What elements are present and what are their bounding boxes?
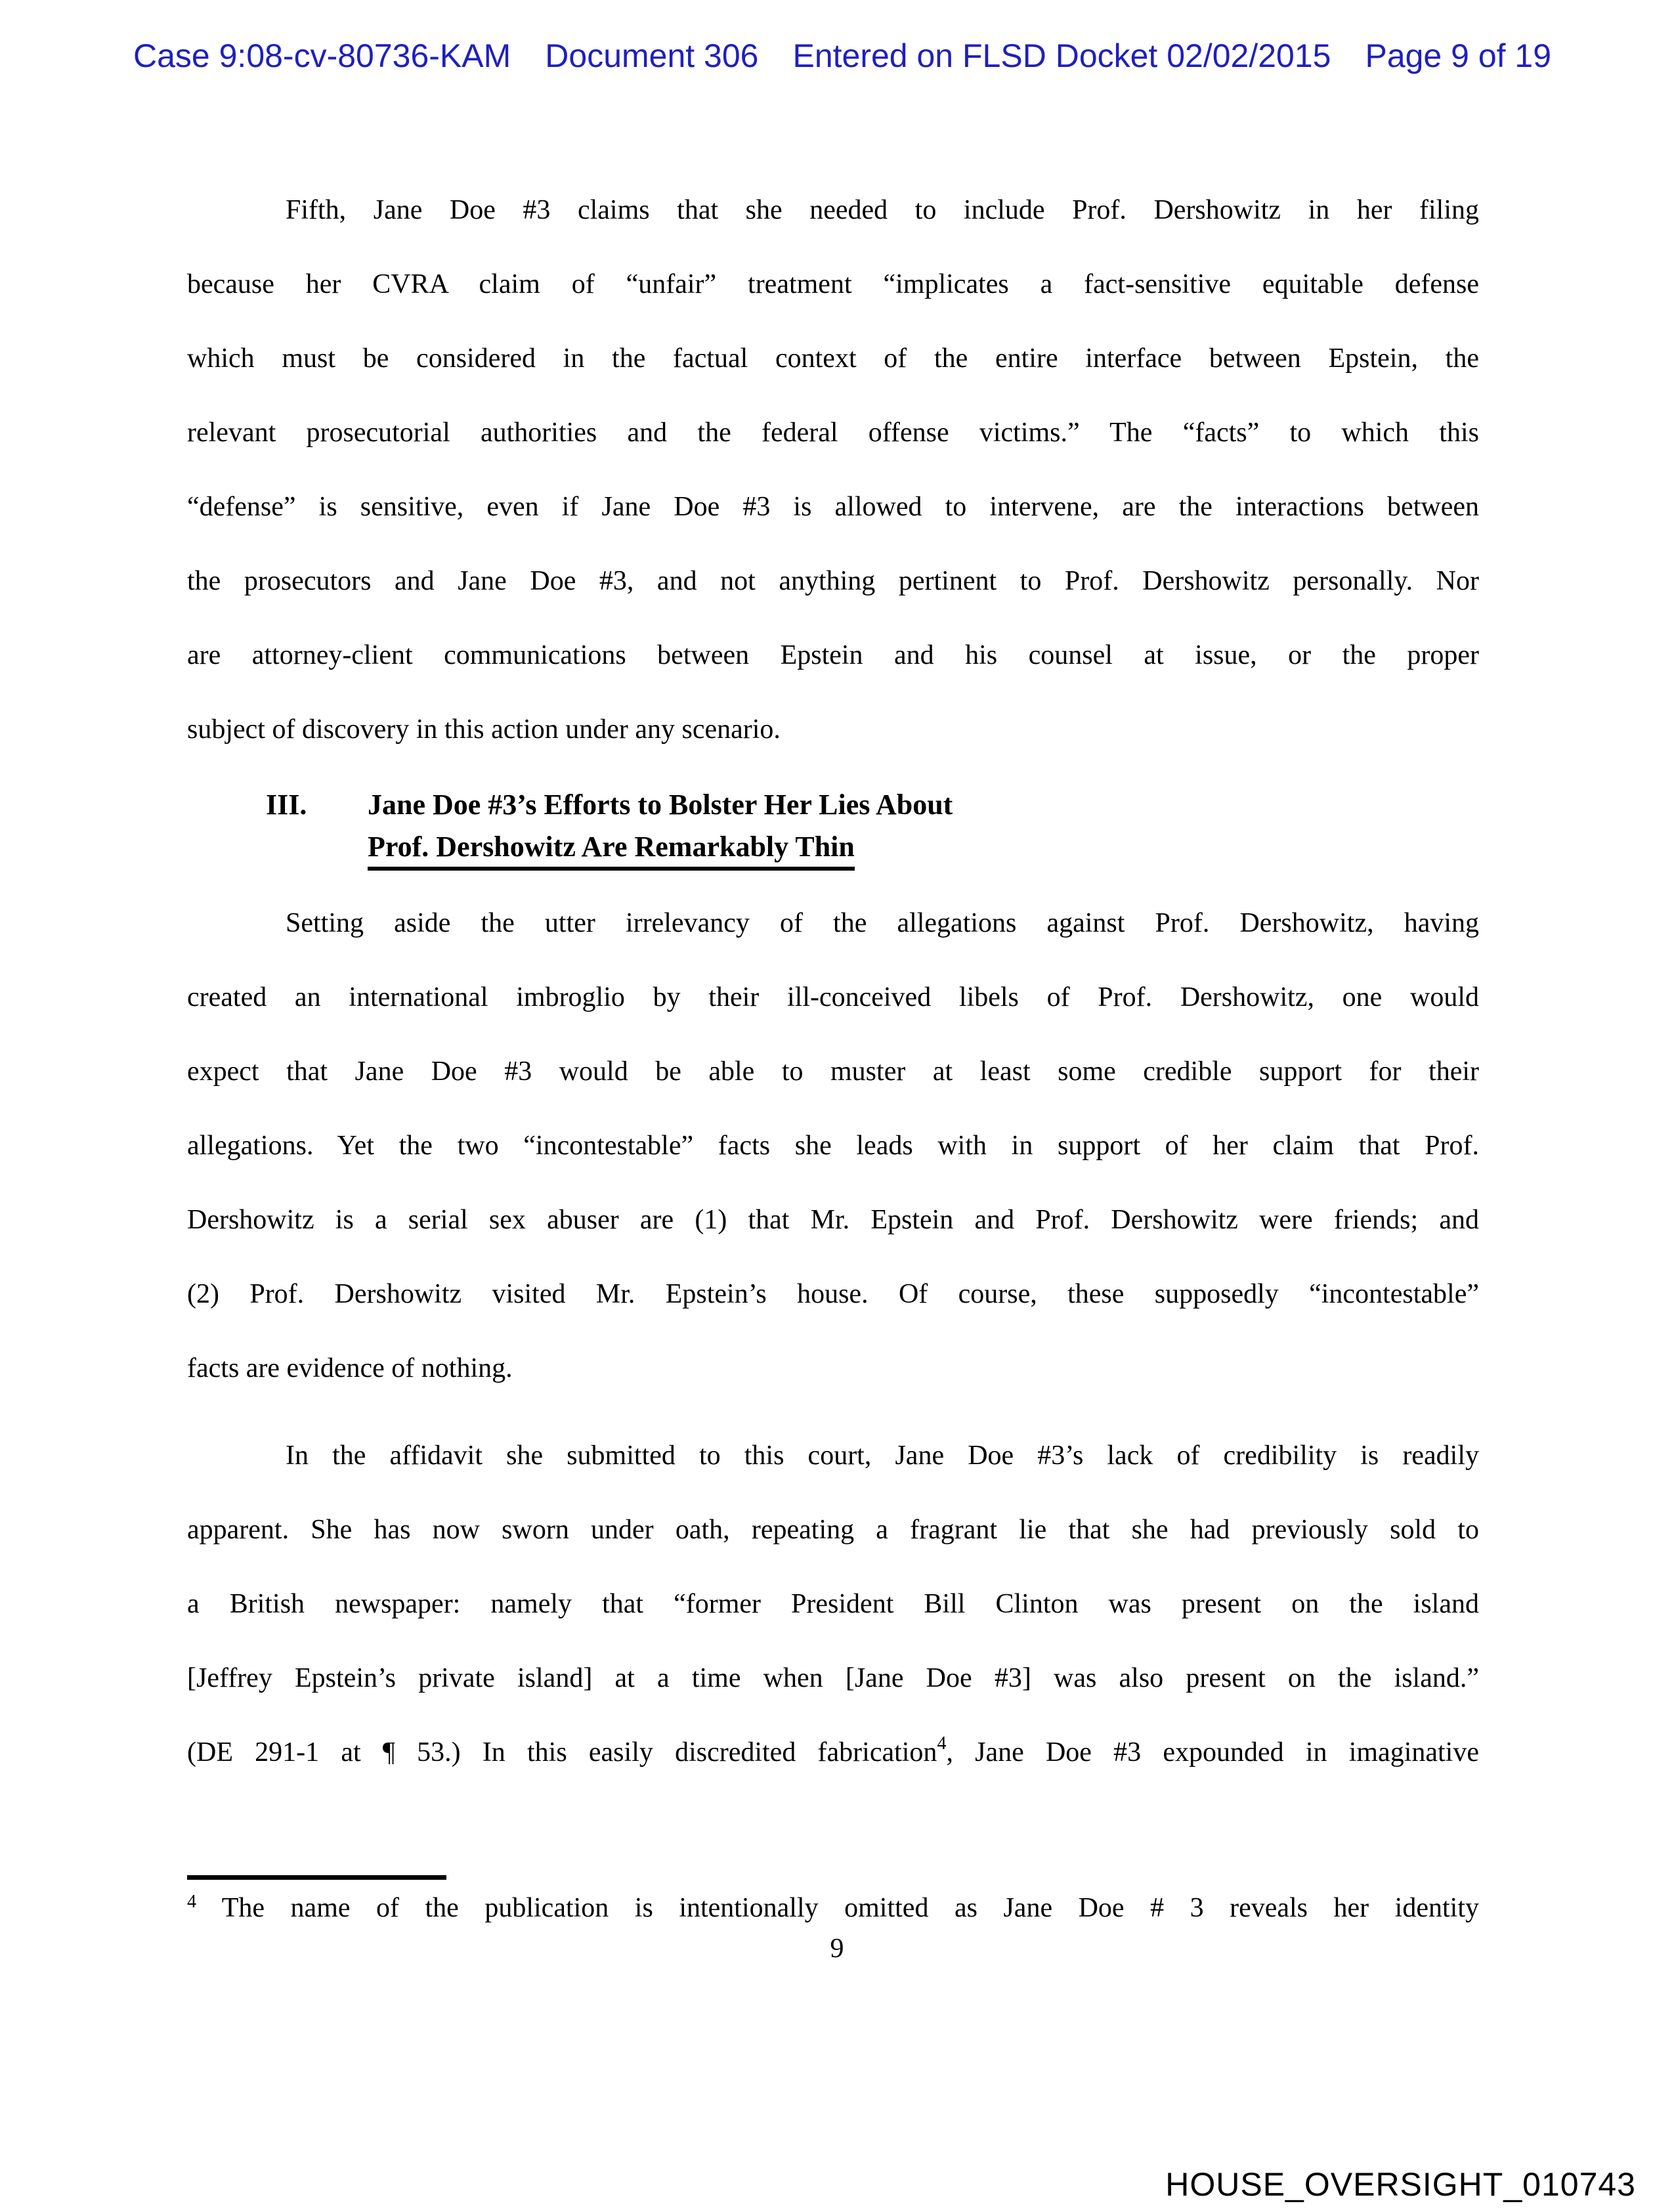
text-line: facts are evidence of nothing. [187, 1353, 513, 1383]
text-line: Dershowitz is a serial sex abuser are (1) that Mr. Epstein and Prof. Dershowitz were friends; and [187, 1205, 1479, 1235]
heading-line: Jane Doe #3’s Efforts to Bolster Her Lies About [368, 789, 953, 821]
header-segment-docket: Entered on FLSD Docket 02/02/2015 [792, 37, 1331, 74]
text-line: created an international imbroglio by their ill-conceived libels of Prof. Dershowitz, one would [187, 982, 1479, 1012]
text-line: because her CVRA claim of “unfair” treatment “implicates a fact-sensitive equitable defense [187, 269, 1479, 299]
footnote [187, 1890, 1479, 1926]
text-line: the prosecutors and Jane Doe #3, and not anything pertinent to Prof. Dershowitz personally. Nor [187, 566, 1479, 596]
text-line: a British newspaper: namely that “former President Bill Clinton was present on the island [187, 1589, 1479, 1619]
header-segment-document: Document 306 [545, 37, 759, 74]
text-line: In the affidavit she submitted to this court, Jane Doe #3’s lack of credibility is readily [286, 1441, 1479, 1471]
footnote-reference: 4 [937, 1733, 947, 1754]
footnote-text: The name of the publication is intentionally omitted as Jane Doe # 3 reveals her identity [196, 1893, 1479, 1923]
text-line: allegations. Yet the two “incontestable” facts she leads with in support of her claim that Prof. [187, 1131, 1479, 1161]
text-line: expect that Jane Doe #3 would be able to muster at least some credible support for their [187, 1056, 1479, 1087]
text-line: are attorney-client communications between Epstein and his counsel at issue, or the proper [187, 640, 1479, 670]
header-segment-case: Case 9:08-cv-80736-KAM [133, 37, 511, 74]
text-line: which must be considered in the factual context of the entire interface between Epstein, the [187, 343, 1479, 374]
text-line: [Jeffrey Epstein’s private island] at a time when [Jane Doe #3] was also present on the island.” [187, 1663, 1479, 1693]
footnote-marker: 4 [187, 1892, 196, 1912]
text-line: subject of discovery in this action under any scenario. [187, 714, 781, 745]
case-header [133, 37, 1551, 75]
text-line: relevant prosecutorial authorities and the federal offense victims.” The “facts” to which this [187, 418, 1479, 448]
paragraph [187, 1419, 1479, 1790]
text-line: Setting aside the utter irrelevancy of the allegations against Prof. Dershowitz, having [286, 908, 1479, 938]
text-line: apparent. She has now sworn under oath, repeating a fragrant lie that she had previously sold to [187, 1515, 1479, 1545]
page-number: 9 [830, 1934, 844, 1964]
heading-numeral: III. [266, 789, 307, 821]
paragraph [187, 886, 1479, 1406]
footnote-separator [187, 1875, 446, 1880]
bates-stamp: HOUSE_OVERSIGHT_010743 [1165, 2166, 1636, 2203]
text-line: Fifth, Jane Doe #3 claims that she needed to include Prof. Dershowitz in her filing [286, 195, 1479, 225]
heading-title [368, 784, 953, 868]
section-heading [187, 784, 1479, 868]
paragraph [187, 173, 1479, 767]
heading-line: Prof. Dershowitz Are Remarkably Thin [368, 826, 953, 868]
text-line: “defense” is sensitive, even if Jane Doe #3 is allowed to intervene, are the interactions between [187, 492, 1479, 522]
document-body [187, 173, 1479, 1803]
header-segment-page: Page 9 of 19 [1365, 37, 1552, 74]
text-line: (DE 291-1 at ¶ 53.) In this easily discredited fabrication$^4$, Jane Doe #3 expounded in imaginative [187, 1733, 1479, 1767]
text-line: (2) Prof. Dershowitz visited Mr. Epstein’s house. Of course, these supposedly “incontestable” [187, 1279, 1479, 1309]
